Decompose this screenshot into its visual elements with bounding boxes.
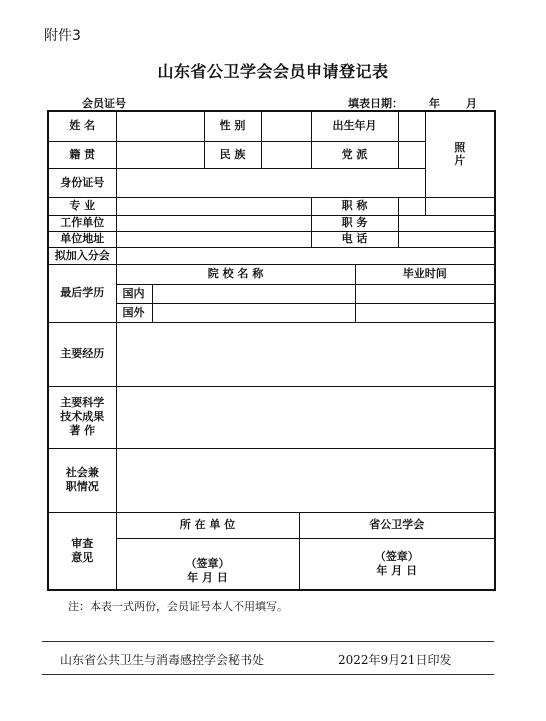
ethnic-label: 民 族	[204, 141, 261, 168]
achievements-label	[48, 386, 116, 448]
id-card-label: 身份证号	[48, 168, 116, 197]
phone-field[interactable]	[398, 231, 495, 247]
footer-divider-bottom	[42, 674, 494, 675]
review-label	[48, 512, 116, 590]
id-card-field[interactable]	[116, 168, 425, 197]
attachment-label: 附件3	[44, 28, 81, 44]
domestic-grad-field[interactable]	[355, 284, 495, 303]
birth-field[interactable]	[398, 111, 425, 141]
abroad-school-field[interactable]	[152, 303, 355, 322]
education-label: 最后学历	[48, 264, 116, 322]
name-label: 姓 名	[48, 111, 116, 141]
fill-date-month: 月	[466, 97, 477, 110]
native-label: 籍 贯	[48, 141, 116, 168]
unit-header: 所 在 单 位	[116, 512, 299, 538]
branch-label: 拟加入分会	[48, 247, 116, 264]
domestic-school-field[interactable]	[152, 284, 355, 303]
unit-date-line: 年 月 日	[187, 570, 228, 584]
school-header: 院 校 名 称	[116, 264, 355, 284]
title-field-extra[interactable]	[425, 197, 495, 215]
gender-field[interactable]	[261, 111, 311, 141]
footer-organization: 山东省公共卫生与消毒感控学会秘书处	[60, 653, 265, 667]
title-field[interactable]	[398, 197, 425, 215]
ethnic-field[interactable]	[261, 141, 311, 168]
unit-review-field[interactable]	[116, 538, 299, 590]
abroad-label: 国外	[116, 303, 152, 322]
photo-label-2: 片	[454, 154, 466, 168]
province-review-field[interactable]	[299, 538, 495, 590]
achievements-field[interactable]	[116, 386, 495, 448]
gender-label: 性 别	[204, 111, 261, 141]
province-date-line: 年 月 日	[376, 563, 418, 577]
achievements-label-2: 技术成果	[60, 410, 105, 424]
work-unit-field[interactable]	[116, 215, 311, 231]
birth-label: 出生年月	[311, 111, 398, 141]
phone-label: 电 话	[311, 231, 398, 247]
address-field[interactable]	[116, 231, 311, 247]
page-title: 山东省公卫学会会员申请登记表	[157, 62, 389, 81]
photo-label-1: 照	[454, 140, 466, 154]
fill-date-year: 年	[429, 97, 440, 110]
major-label: 专 业	[48, 197, 116, 215]
position-field[interactable]	[398, 215, 495, 231]
address-label: 单位地址	[48, 231, 116, 247]
branch-field[interactable]	[116, 247, 495, 264]
registration-form-table	[47, 110, 496, 591]
social-label-1: 社会兼	[65, 466, 99, 480]
party-label: 党 派	[311, 141, 398, 168]
photo-box[interactable]	[425, 111, 495, 197]
unit-seal-label: （签章）	[185, 557, 230, 570]
footer-issue-date: 2022年9月21日印发	[338, 653, 452, 667]
province-seal-label: （签章）	[374, 550, 419, 563]
footer-divider-top	[42, 641, 494, 642]
social-label	[48, 448, 116, 512]
experience-label: 主要经历	[48, 322, 116, 386]
social-field[interactable]	[116, 448, 495, 512]
work-unit-label: 工作单位	[48, 215, 116, 231]
fill-date-label: 填表日期：	[348, 97, 403, 110]
title-label: 职 称	[311, 197, 398, 215]
position-label: 职 务	[311, 215, 398, 231]
form-note: 注：本表一式两份，会员证号本人不用填写。	[68, 600, 288, 613]
name-field[interactable]	[116, 111, 204, 141]
domestic-label: 国内	[116, 284, 152, 303]
province-assoc-header: 省公卫学会	[299, 512, 495, 538]
experience-field[interactable]	[116, 322, 495, 386]
social-label-2: 职情况	[65, 480, 99, 493]
review-label-2: 意见	[71, 550, 94, 564]
achievements-label-3: 著 作	[69, 423, 96, 437]
review-label-1: 审查	[71, 537, 94, 550]
native-field[interactable]	[116, 141, 204, 168]
major-field[interactable]	[116, 197, 311, 215]
member-no-label: 会员证号	[82, 97, 126, 110]
grad-time-header: 毕业时间	[355, 264, 495, 284]
abroad-grad-field[interactable]	[355, 303, 495, 322]
achievements-label-1: 主要科学	[60, 396, 105, 410]
party-field[interactable]	[398, 141, 425, 168]
